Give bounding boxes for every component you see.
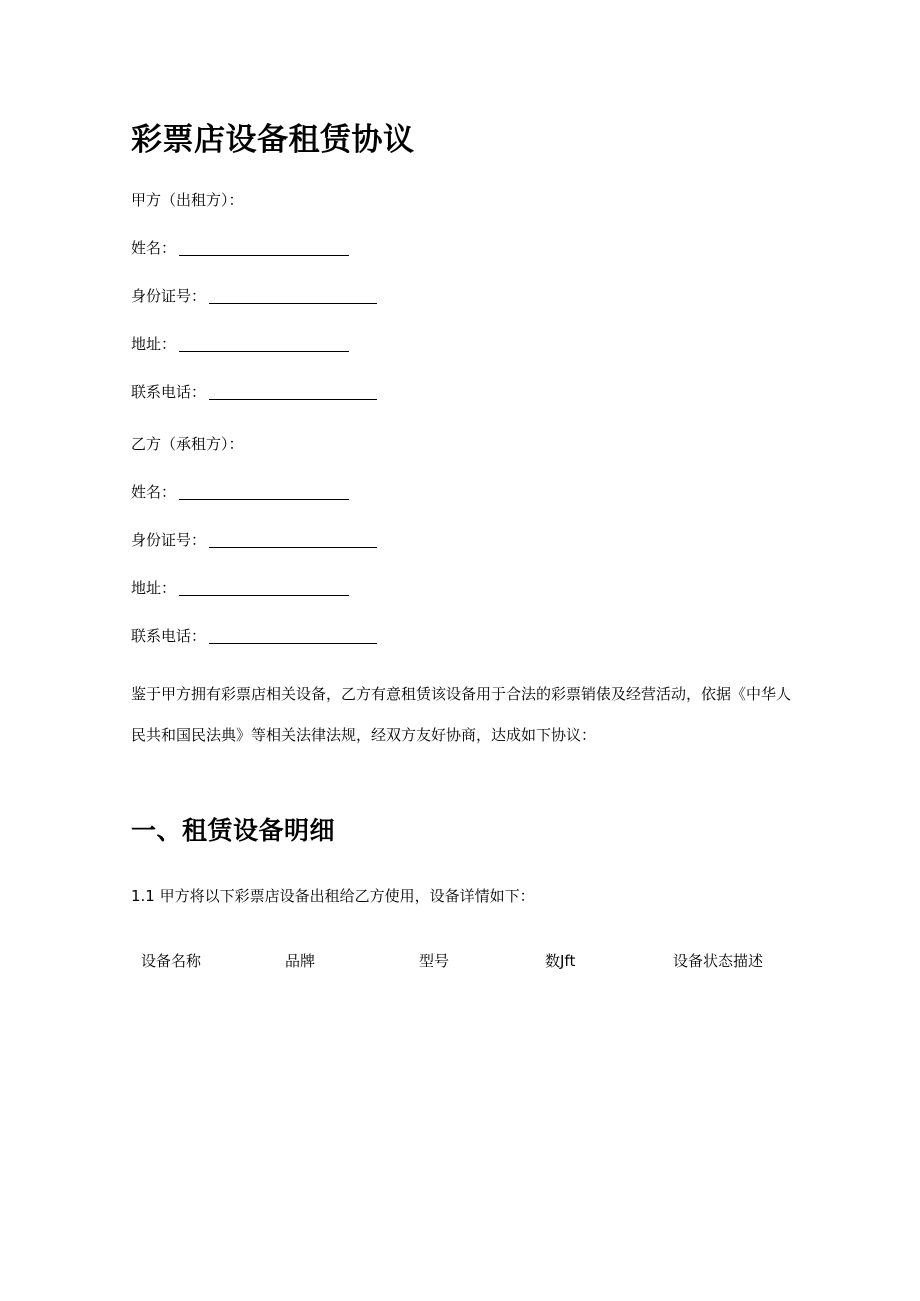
section-one-heading: 一、租赁设备明细 [131,816,336,846]
party-b-id-input[interactable] [209,534,377,548]
party-a-name-input[interactable] [179,242,349,256]
party-a-name-row [131,241,791,256]
party-a-id-input[interactable] [209,290,377,304]
party-a-id-label: 身份证号： [131,287,207,306]
party-a-phone-label: 联系电话： [131,383,207,402]
party-b-address-label: 地址： [131,579,177,598]
party-a-phone-row [131,385,791,400]
party-b-phone-row [131,629,791,644]
table-header-model: 型号 [419,952,450,971]
party-b-heading: 乙方（承租方）： [131,435,244,454]
party-a-block [131,193,791,400]
party-b-name-row [131,485,791,500]
party-a-phone-input[interactable] [209,386,377,400]
table-header-quantity: 数Jft [545,952,576,971]
party-b-address-input[interactable] [179,582,349,596]
party-a-name-label: 姓名： [131,239,177,258]
preamble-paragraph: 鉴于甲方拥有彩票店相关设备，乙方有意租赁该设备用于合法的彩票销俵及经营活动，依据《中华人民共和国民法典》等相关法律法规，经双方友好协商，达成如下协议： [131,685,792,745]
table-header-row [131,952,801,970]
page-title: 彩票店设备租赁协议 [131,122,415,158]
table-header-equipment-name: 设备名称 [141,952,202,971]
party-b-id-label: 身份证号： [131,531,207,550]
party-b-block [131,437,791,644]
table-header-brand: 品牌 [285,952,316,971]
party-b-address-row [131,581,791,596]
party-a-address-label: 地址： [131,335,177,354]
party-b-name-label: 姓名： [131,483,177,502]
party-b-phone-input[interactable] [209,630,377,644]
document-body [131,0,791,970]
table-header-status-description: 设备状态描述 [673,952,764,971]
party-b-name-input[interactable] [179,486,349,500]
party-b-phone-label: 联系电话： [131,627,207,646]
equipment-table [131,952,801,970]
party-a-address-row [131,337,791,352]
party-a-heading: 甲方（出租方）： [131,191,244,210]
party-b-id-row [131,533,791,548]
party-a-address-input[interactable] [179,338,349,352]
party-a-id-row [131,289,791,304]
clause-1-1: 1.1 甲方将以下彩票店设备出租给乙方使用，设备详情如下： [131,887,535,906]
